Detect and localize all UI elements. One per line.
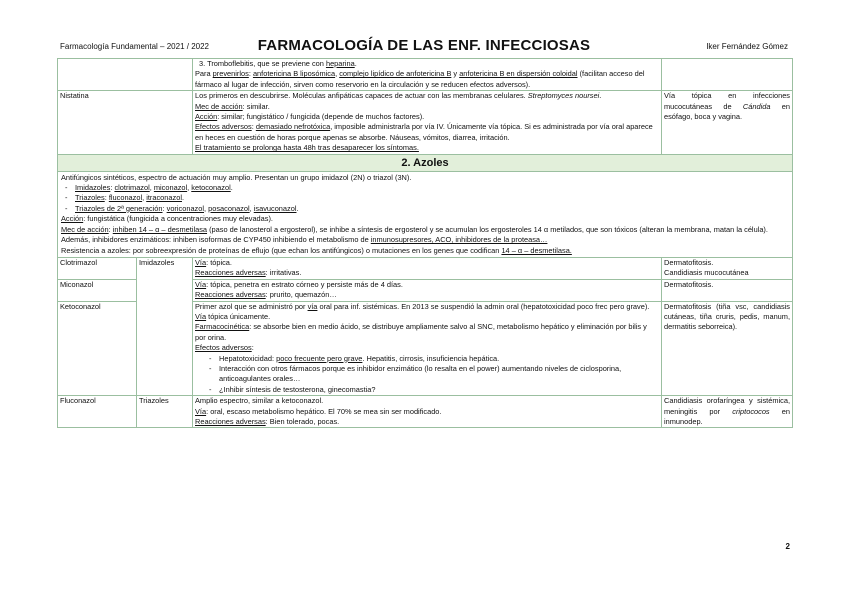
text: : tópica, penetra en estrato córneo y persiste más de 4 días. <box>206 279 403 289</box>
drug-name: Fluconazol <box>58 396 137 428</box>
label: Farmacocinética <box>195 322 250 332</box>
text: , imposible administrarla por vía IV. Únicamente vía tópica. Si es administrada por vía oral aparece en heces en cuestión de horas porque apenas se absorbe. Náuseas, vómitos, diarrea, irritación. <box>195 122 653 142</box>
label: Acción <box>195 112 218 122</box>
drug-group: Triazoles <box>137 396 193 428</box>
term: clotrimazol <box>114 183 150 193</box>
term: inhiben 14 – α – desmetilasa <box>112 224 208 234</box>
term: inmunosupresores, ACO, inhibidores de la proteasa… <box>370 235 548 245</box>
label: Vía <box>195 257 207 267</box>
text: (paso de lanosterol a ergosterol), se inhibe a síntesis de ergosterol y se acumulan los ergosteroles 14 α metilados, que son tóxicos (alteran la membrana, matan la célula). <box>207 224 768 234</box>
term: itraconazol <box>146 193 182 203</box>
label: Imidazoles <box>75 183 111 193</box>
list-item: - ¿Inhibir síntesis de testosterona, ginecomastia? <box>219 385 659 395</box>
text: Amplio espectro, similar a ketoconazol. <box>195 396 324 406</box>
azole-groups <box>61 183 789 214</box>
text: (facilitan acceso del fármaco al lugar de infección, sirven como reservorio en la circulación y se reducen efectos adversos). <box>195 69 645 89</box>
table-row <box>58 171 793 257</box>
term: voriconazol <box>166 203 205 213</box>
text: . Hepatitis, cirrosis, insuficiencia hepática. <box>362 353 500 363</box>
text: Hepatotoxicidad: <box>219 353 277 363</box>
list-item: - Triazoles de 2ª generación: voriconazol, posaconazol, isavuconazol. <box>75 204 789 214</box>
drug-name: Nistatina <box>58 91 193 154</box>
drug-description <box>193 396 662 428</box>
term: posaconazol <box>208 203 250 213</box>
drug-description <box>193 279 662 301</box>
text: . <box>354 59 357 68</box>
text: . <box>599 91 602 101</box>
text: El tratamiento se prolonga hasta 48h tras desaparecer los síntomas. <box>195 143 419 153</box>
term: fluconazol <box>108 193 143 203</box>
label: Reacciones adversas <box>195 268 266 278</box>
term: anfotericina B en dispersión coloidal <box>459 69 578 79</box>
term: isavuconazol <box>253 203 297 213</box>
label: Acción <box>61 214 84 224</box>
section-row <box>58 154 793 171</box>
text: Primer azol que se administró por <box>195 301 308 311</box>
term: vía <box>307 301 318 311</box>
organism: Cándida <box>742 101 771 111</box>
text: : similar; fungistático / fungicida (depende de muchos factores). <box>217 112 425 122</box>
text: , <box>335 69 340 79</box>
text: : Bien tolerado, pocas. <box>265 417 340 426</box>
label: Triazoles de 2ª generación <box>75 203 163 213</box>
text: Dermatofitosis. <box>664 257 714 267</box>
drug-indication: Dermatofitosis. <box>662 279 793 301</box>
text: : fungistática (fungicida a concentraciones muy elevadas). <box>83 214 273 224</box>
drug-group: Imidazoles <box>137 257 193 395</box>
term: prevenirlos <box>212 69 249 79</box>
text: Vía tópica en infecciones mucocutáneas de <box>664 91 790 111</box>
adverse-effects-list <box>195 354 659 396</box>
section-title: 2. Azoles <box>58 154 793 171</box>
label: Efectos adversos <box>195 343 252 353</box>
table-row <box>58 59 793 91</box>
term: Vía <box>195 311 207 321</box>
label: Reacciones adversas <box>195 290 266 300</box>
heparina-term: heparina <box>325 59 355 68</box>
term: poco frecuente pero grave <box>276 353 363 363</box>
drug-indication <box>662 257 793 279</box>
term: anfotericina B liposómica <box>252 69 336 79</box>
text: Resistencia a azoles: por sobreexpresión de proteínas de eflujo (que echan los antifúngicos) o mutaciones en los genes que codifican <box>61 245 502 255</box>
cell-empty <box>58 59 193 91</box>
list-item: - Interacción con otros fármacos porque es inhibidor enzimático (lo resalta en el power) aumentando niveles de ciclosporina, anticoagulantes orales… <box>219 364 659 385</box>
list-item: - Imidazoles: clotrimazol, miconazol, ketoconazol. <box>75 183 789 193</box>
label: Mec de acción <box>195 101 243 111</box>
drug-indication <box>662 396 793 428</box>
text: Los primeros en descubrirse. Moléculas anfipáticas capaces de actuar con las membranas celulares. <box>195 91 528 101</box>
text: Antifúngicos sintéticos, espectro de actuación muy amplio. Presentan un grupo imidazol (2N) o triazol (3N). <box>61 172 412 182</box>
drug-indication <box>662 91 793 154</box>
text: Candidiasis orofaríngea y sistémica, meningitis por <box>664 396 790 416</box>
label: Mec de acción <box>61 224 109 234</box>
text: : <box>248 69 253 79</box>
label: Vía <box>195 406 207 416</box>
text: 3. Tromboflebitis, que se previene con <box>199 59 326 68</box>
azoles-intro <box>58 171 793 257</box>
drug-indication: Dermatofitosis (tiña vsc, candidiasis cutáneas, tiña cruris, pedis, manum, dermatitis seborreica). <box>662 301 793 396</box>
term: 14 – α – desmetilasa. <box>501 245 572 255</box>
header-course: Farmacología Fundamental – 2021 / 2022 <box>60 42 209 51</box>
label: Efectos adversos <box>195 122 252 132</box>
text: : <box>251 343 254 353</box>
header-author: Iker Fernández Gómez <box>706 42 788 51</box>
text: Además, inhibidores enzimáticos: inhiben isoformas de CYP450 inhibiendo el metabolismo de <box>61 235 371 245</box>
table-row <box>58 257 793 279</box>
text: y <box>451 69 460 79</box>
label: Reacciones adversas <box>195 417 266 426</box>
text: oral para inf. sistémicas. En 2013 se suspendió la admin oral (hepatotoxicidad poco frec pero grave). <box>317 301 650 311</box>
text: : irritativas. <box>265 268 302 278</box>
page-number: 2 <box>785 542 790 551</box>
term: ketoconazol <box>191 183 231 193</box>
text: : <box>251 122 256 132</box>
text: : tópica. <box>206 257 232 267</box>
list-item: - Triazoles: fluconazol, itraconazol. <box>75 193 789 203</box>
label: Vía <box>195 279 207 289</box>
drug-description <box>193 301 662 396</box>
table-row <box>58 396 793 428</box>
page-title: FARMACOLOGÍA DE LAS ENF. INFECCIOSAS <box>257 37 591 54</box>
pharmacology-table <box>57 58 793 428</box>
text: Candidiasis mucocutánea <box>664 268 749 278</box>
text: Para <box>195 69 213 79</box>
text: : se absorbe bien en medio ácido, se distribuye ampliamente salvo al SNC, metabolismo hepático y eliminación por bilis y por orina. <box>195 322 647 342</box>
text: en esófago, boca y vagina. <box>664 101 790 122</box>
list-item <box>219 354 659 364</box>
drug-name: Ketoconazol <box>58 301 137 396</box>
text: : prurito, quemazón… <box>265 290 337 300</box>
drug-description <box>193 91 662 154</box>
text: tópica únicamente. <box>206 311 271 321</box>
drug-name: Clotrimazol <box>58 257 137 279</box>
term: complejo lipídico de anfotericina B <box>339 69 452 79</box>
cell-prevention <box>193 59 662 91</box>
drug-description <box>193 257 662 279</box>
label: Triazoles <box>75 193 105 203</box>
text: : oral, escaso metabolismo hepático. El 70% se mea sin ser modificado. <box>206 406 442 416</box>
organism: Streptomyces noursei <box>527 91 600 101</box>
table-row <box>58 91 793 154</box>
drug-name: Miconazol <box>58 279 137 301</box>
term: demasiado nefrotóxica <box>255 122 331 132</box>
term: miconazol <box>153 183 188 193</box>
text: : <box>108 224 113 234</box>
organism: criptococos <box>732 406 770 416</box>
cell-empty <box>662 59 793 91</box>
text: en inmunodep. <box>664 406 791 426</box>
text: : similar. <box>242 101 270 111</box>
